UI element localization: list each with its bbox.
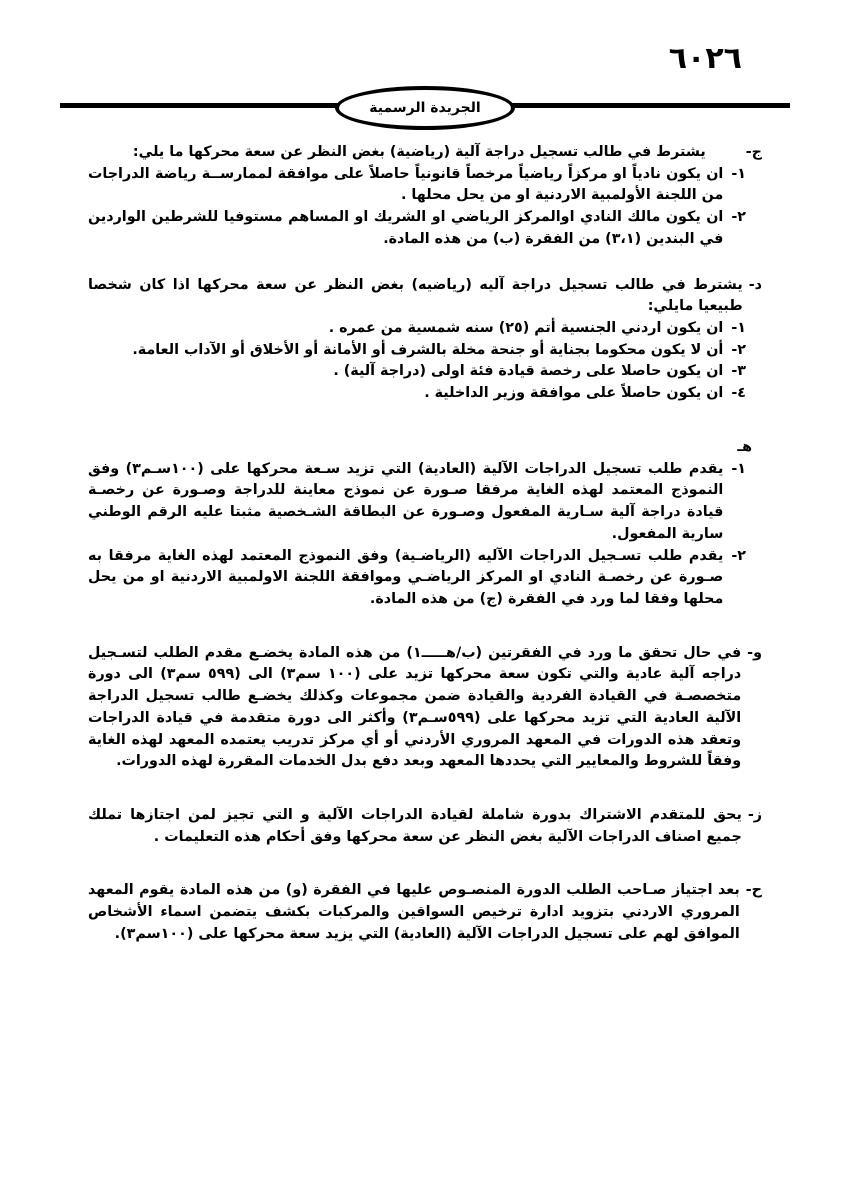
page-header bbox=[0, 86, 850, 132]
list-item-text: ان يكون حاصلا على رخصة قيادة فئة اولى (دراجة آلية) . bbox=[333, 363, 724, 380]
section-waw-text: في حال تحقق ما ورد في الفقرتين (ب/هـــــ١) من هذه المادة يخضـع مقدم الطلب لتسـجيل دراجه آلية عادية والتي تكون سعة محركها تزيد على (١٠٠ سم٣) الى (٥٩٩ سم٣) الى دورة متخصصـة في القيادة الفردية والقيادة ضمن مجموعات وكذلك يخضـع طالب تسجيل الدراجة الآلية العادية التي تزيد محركها على (٥٩٩سـم٣) وأكثر الى دورة متقدمة في قيادة الدراجات وتعقد هذه الدورات في المعهد المروري الأردني أو أي مركز تدريب يعتمده المعهد لهذه الغاية وفقاً للشروط والمعايير التي يحددها المعهد وبعد دفع بدل الخدمات المقررة لهذه الدورات. bbox=[88, 644, 742, 770]
list-item bbox=[88, 361, 746, 383]
list-item bbox=[88, 459, 746, 546]
section-zay-paragraph bbox=[88, 805, 762, 848]
section-waw-marker: و- bbox=[747, 644, 762, 661]
section-jeem-heading-text: يشترط في طالب تسجيل دراجة آلية (رياضية) بغض النظر عن سعة محركها ما يلي: bbox=[132, 144, 706, 160]
section-jeem-list bbox=[88, 164, 746, 251]
section-zay bbox=[88, 805, 762, 848]
list-item-marker: ٢- bbox=[731, 547, 746, 564]
section-waw bbox=[88, 643, 762, 773]
list-item bbox=[88, 340, 746, 362]
section-dal-heading-text: يشترط في طالب تسجيل دراجة آليه (رياضيه) بغض النظر عن سعة محركها اذا كان شخصا طبيعيا مايلي: bbox=[88, 276, 743, 315]
list-item-text: أن لا يكون محكوما بجناية أو جنحة مخلة بالشرف أو الأمانة أو الأخلاق أو الآداب العامة. bbox=[132, 341, 724, 358]
section-haa bbox=[88, 437, 762, 611]
list-item-marker: ٢- bbox=[731, 341, 746, 358]
section-dal-marker: د- bbox=[748, 276, 762, 293]
section-haa-second bbox=[88, 880, 762, 945]
section-haa-marker: هـ bbox=[737, 438, 752, 455]
page-number: ٦٠٢٦ bbox=[668, 41, 742, 76]
list-item bbox=[88, 546, 746, 611]
list-item-marker: ١- bbox=[731, 165, 746, 182]
section-haa-list bbox=[88, 459, 746, 611]
section-zay-text: يحق للمتقدم الاشتراك بدورة شاملة لقيادة الدراجات الآلية و التي تجيز لمن اجتازها تملك جميع اصناف الدراجات الآلية بغض النظر عن سعة محركها وفق أحكام هذه التعليمات . bbox=[88, 806, 742, 845]
section-zay-marker: ز- bbox=[747, 806, 762, 823]
section-dal-list bbox=[88, 318, 746, 405]
gazette-title-text: الجريدة الرسمية bbox=[369, 99, 481, 116]
section-haa-second-text: بعد اجتياز صـاحب الطلب الدورة المنصـوص عليها في الفقرة (و) من هذه المادة يقوم المعهد المروري الاردني بتزويد ادارة ترخيص السواقين والمركبات بكشف يتضمن اسماء الأشخاص الموافق لهم على تسجيل الدراجات الآلية (العادية) التي يزيد سعة محركها على (١٠٠سم٣). bbox=[88, 882, 740, 942]
list-item bbox=[88, 164, 746, 207]
list-item bbox=[88, 207, 746, 250]
section-dal bbox=[88, 275, 762, 405]
section-waw-paragraph bbox=[88, 643, 762, 773]
list-item bbox=[88, 318, 746, 340]
list-item-text: يقدم طلب تسجيل الدراجات الآلية (العادية) التي تزيد سـعة محركها على (١٠٠سـم٣) وفق النموذج المعتمد لهذه الغاية مرفقا صـورة عن نموذج معاينة للدراجة وصـورة عن رخصـة قيادة دراجة آلية سـارية المفعول وصـورة عن البطاقة الشـخصية مثبتا عليه الرقم الوطني سارية المفعول. bbox=[88, 460, 724, 542]
list-item-marker: ٤- bbox=[731, 385, 746, 402]
list-item-marker: ١- bbox=[731, 460, 746, 477]
document-body bbox=[88, 142, 762, 948]
list-item-marker: ٢- bbox=[731, 209, 746, 226]
list-item-text: ان يكون حاصلاً على موافقة وزير الداخلية . bbox=[424, 385, 724, 402]
gazette-title-oval bbox=[335, 86, 515, 130]
list-item-text: ان يكون نادياً او مركزاً رياضياً مرخصاً قانونياً حاصلاً على موافقة لممارســة رياضة الدراجات من اللجنة الأولمبية الاردنية او من يحل محلها . bbox=[88, 165, 724, 204]
section-haa-second-paragraph bbox=[88, 880, 762, 945]
section-jeem bbox=[88, 142, 762, 251]
section-jeem-marker: ج- bbox=[745, 144, 762, 160]
section-dal-heading bbox=[88, 275, 762, 318]
list-item-text: ان يكون مالك النادي اوالمركز الرياضي او الشريك او المساهم مستوفيا للشرطين الواردين في البندين (٣،١) من الفقرة (ب) من هذه المادة. bbox=[88, 209, 724, 247]
list-item bbox=[88, 383, 746, 405]
section-haa-second-marker: ح- bbox=[745, 882, 762, 899]
section-jeem-heading bbox=[88, 142, 762, 164]
list-item-text: ان يكون اردني الجنسية أتم (٢٥) سنه شمسية من عمره . bbox=[328, 320, 724, 337]
list-item-marker: ١- bbox=[731, 320, 746, 337]
list-item-text: يقدم طلب تسـجيل الدراجات الآليه (الرياضـية) وفق النموذج المعتمد لهذه الغاية مرفقا به صـورة عن رخصـة النادي او المركز الرياضـي وموافقة اللجنة الاولمبية الاردنية او من يحل محلها وفقا لما ورد في الفقرة (ج) من هذه المادة. bbox=[88, 547, 724, 607]
list-item-marker: ٣- bbox=[731, 363, 746, 380]
